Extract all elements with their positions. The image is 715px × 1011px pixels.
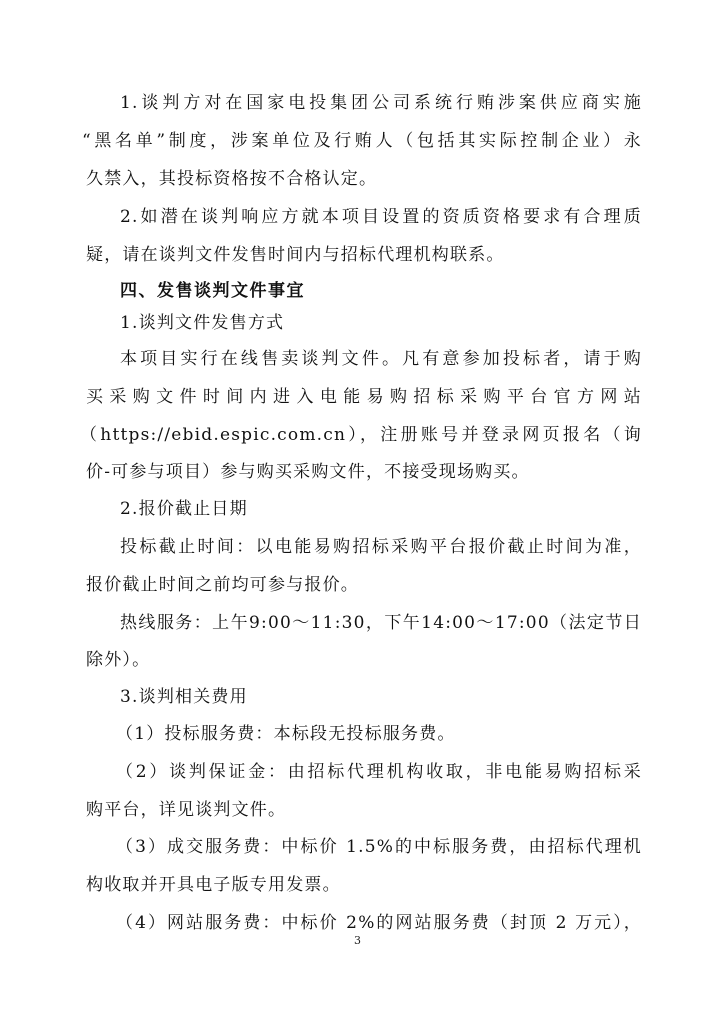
- paragraph-line: 报价截止时间之前均可参与报价。: [86, 575, 359, 595]
- paragraph-line: 买采购文件时间内进入电能易购招标采购平台官方网站: [86, 387, 642, 407]
- paragraph-line: 1.谈判方对在国家电投集团公司系统行贿涉案供应商实施: [120, 93, 642, 113]
- subsection-heading: 3.谈判相关费用: [120, 687, 248, 707]
- paragraph-line: 热线服务：上午9:00～11:30，下午14:00～17:00（法定节日: [120, 613, 642, 633]
- section-heading: 四、发售谈判文件事宜: [120, 281, 305, 301]
- fee-item: （1）投标服务费：本标段无投标服务费。: [116, 724, 456, 744]
- subsection-heading: 1.谈判文件发售方式: [120, 313, 285, 333]
- fee-item: （2）谈判保证金：由招标代理机构收取，非电能易购招标采: [116, 762, 642, 782]
- fee-item: （3）成交服务费：中标价 1.5%的中标服务费，由招标代理机: [116, 837, 642, 857]
- paragraph-line: 本项目实行在线售卖谈判文件。凡有意参加投标者，请于购: [120, 349, 642, 369]
- paragraph-line: 价-可参与项目）参与购买采购文件，不接受现场购买。: [86, 462, 530, 482]
- page-number: 3: [354, 934, 361, 947]
- subsection-heading: 2.报价截止日期: [120, 499, 248, 519]
- paragraph-line: 除外）。: [86, 650, 151, 670]
- paragraph-line: 购平台，详见谈判文件。: [86, 800, 287, 820]
- paragraph-line: 构收取并开具电子版专用发票。: [86, 875, 341, 895]
- paragraph-line: 疑，请在谈判文件发售时间内与招标代理机构联系。: [86, 245, 505, 265]
- paragraph-line: 投标截止时间：以电能易购招标采购平台报价截止时间为准，: [120, 537, 642, 557]
- paragraph-line: 2.如潜在谈判响应方就本项目设置的资质资格要求有合理质: [120, 207, 642, 227]
- paragraph-line: （https://ebid.espic.com.cn），注册账号并登录网页报名（询: [80, 425, 642, 445]
- fee-item: （4）网站服务费：中标价 2%的网站服务费（封顶 2 万元），: [116, 913, 642, 933]
- paragraph-line: “黑名单”制度，涉案单位及行贿人（包括其实际控制企业）永: [82, 131, 642, 151]
- paragraph-line: 久禁入，其投标资格按不合格认定。: [86, 169, 378, 189]
